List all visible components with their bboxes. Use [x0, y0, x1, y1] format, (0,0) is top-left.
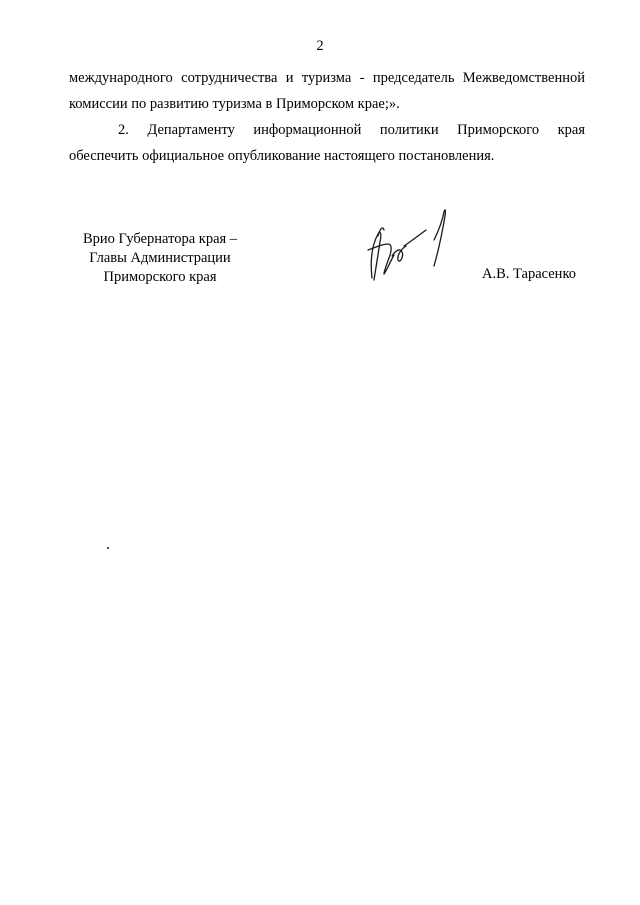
- paragraph-1-line-2: комиссии по развитию туризма в Приморском крае;».: [69, 96, 400, 112]
- paragraph-2-line-2: обеспечить официальное опубликование настоящего постановления.: [69, 148, 495, 164]
- signer-title-line-1: Врио Губернатора края –: [82, 231, 238, 247]
- signer-title-line-3: Приморского края: [103, 269, 217, 285]
- scan-speck: [107, 547, 109, 549]
- handwritten-signature: [356, 200, 466, 290]
- paragraph-1-line-1: международного сотрудничества и туризма - председатель Межведомственной: [69, 70, 585, 86]
- paragraph-2-line-1: 2. Департаменту информационной политики Приморского края: [118, 122, 585, 138]
- paragraph-2: [69, 117, 585, 169]
- signer-title-block: [66, 230, 254, 287]
- signer-title-line-2: Главы Администрации: [89, 250, 231, 266]
- page-number: 2: [316, 38, 324, 54]
- paragraph-1: [69, 65, 585, 117]
- signer-name: А.В. Тарасенко: [482, 266, 577, 282]
